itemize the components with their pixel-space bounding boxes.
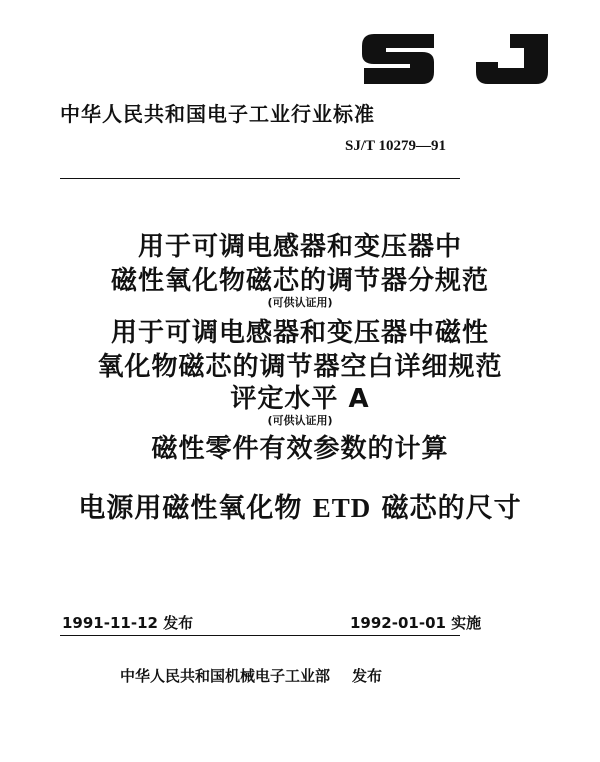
- publisher: [120, 665, 382, 686]
- issue-date: 1991-11-12 发布: [62, 614, 194, 632]
- header-divider: [60, 178, 460, 179]
- issuing-standard-category: 中华人民共和国电子工业行业标准: [60, 102, 375, 126]
- footer-divider: [60, 635, 460, 636]
- title-line-7-suffix: 磁芯的尺寸: [381, 493, 522, 524]
- title-line-3: 用于可调电感器和变压器中磁性: [110, 318, 489, 348]
- standard-number: SJ/T 10279—91: [345, 138, 446, 154]
- sj-logo-graphic: [358, 28, 554, 90]
- title-line-4: 氧化物磁芯的调节器空白详细规范: [97, 352, 503, 382]
- certification-note-2: (可供认证用): [267, 414, 333, 427]
- sj-logo: [358, 28, 554, 90]
- title-line-1: 用于可调电感器和变压器中: [137, 232, 462, 262]
- title-line-5: 评定水平 A: [230, 384, 370, 414]
- title-line-6: 磁性零件有效参数的计算: [151, 434, 449, 464]
- publisher-action: 发布: [352, 667, 383, 685]
- effective-date: 1992-01-01 实施: [350, 614, 482, 632]
- title-line-2: 磁性氧化物磁芯的调节器分规范: [110, 266, 489, 296]
- publisher-name: 中华人民共和国机械电子工业部: [120, 667, 331, 685]
- title-line-7-prefix: 电源用磁性氧化物: [78, 493, 303, 524]
- title-line-7-latin: ETD: [312, 493, 372, 523]
- title-line-7: [0, 486, 600, 525]
- certification-note-1: (可供认证用): [267, 296, 333, 309]
